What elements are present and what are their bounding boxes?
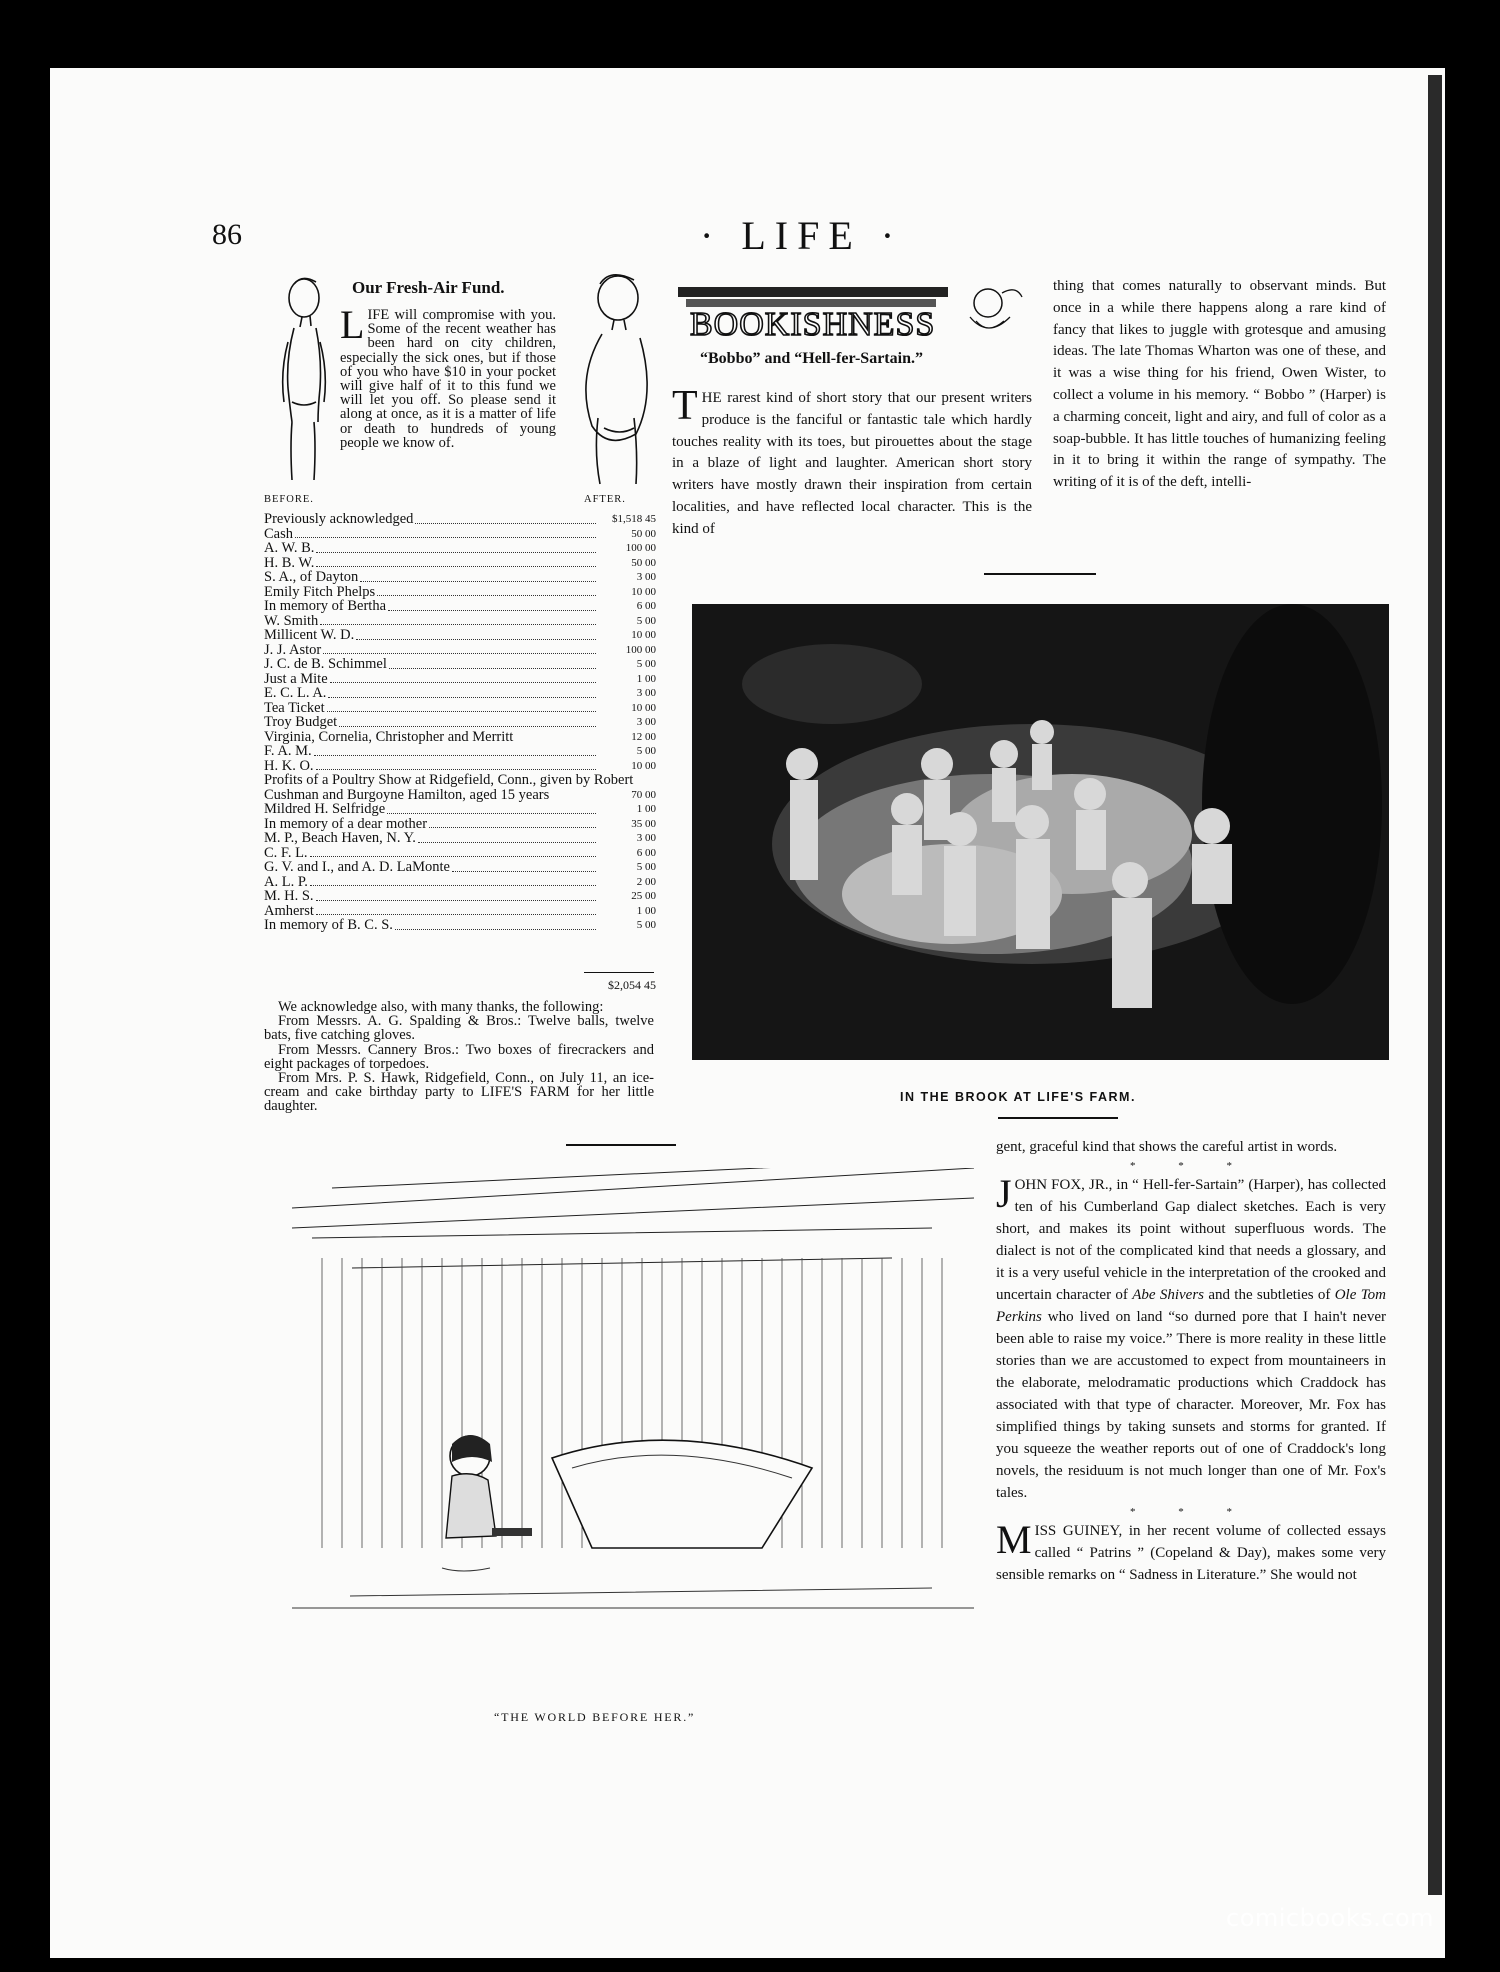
ledger-amount: 35 00: [631, 817, 656, 830]
world-before-her-drawing: [292, 1168, 974, 1624]
drop-cap-t: T: [672, 383, 698, 429]
leader-dots: [316, 914, 596, 915]
ledger-row: [264, 672, 656, 687]
ledger-contributor: In memory of Bertha: [264, 598, 387, 614]
ledger-contributor: Virginia, Cornelia, Christopher and Merritt: [264, 728, 514, 745]
ledger-row: [264, 686, 656, 701]
fox-character-tom: Ole Tom Perkins: [996, 1287, 1386, 1325]
ledger-row: [264, 556, 656, 571]
ack-paragraph: From Messrs. Cannery Bros.: Two boxes of firecrackers and eight packages of torpedoes.: [264, 1041, 654, 1072]
ledger-amount: $1,518 45: [612, 513, 656, 525]
fund-title: Our Fresh-Air Fund.: [352, 278, 505, 297]
ledger-contributor: Mildred H. Selfridge: [264, 801, 386, 817]
ledger-row: [264, 614, 656, 629]
leader-dots: [452, 871, 596, 872]
leader-dots: [295, 537, 596, 538]
ledger-contributor: A. L. P.: [264, 873, 308, 890]
ledger-contributor: F. A. M.: [264, 743, 312, 759]
ledger-amount: 3 00: [636, 687, 656, 699]
ledger-row: [264, 817, 656, 832]
drop-cap-m: M: [996, 1517, 1032, 1562]
ledger-amount: 3 00: [636, 571, 656, 583]
ledger-amount: 100 00: [625, 542, 656, 554]
page-number: 86: [212, 218, 242, 251]
ledger-amount: 3 00: [636, 832, 656, 844]
leader-dots: [377, 595, 596, 596]
ledger-amount: 25 00: [631, 890, 656, 902]
leader-dots: [328, 697, 596, 698]
ack-paragraph: We acknowledge also, with many thanks, the following:: [278, 999, 604, 1015]
ledger-contributor: C. F. L.: [264, 844, 308, 861]
section-stars: * * *: [1130, 1506, 1252, 1518]
ledger-amount: 100 00: [625, 643, 656, 656]
ledger-amount: 2 00: [636, 875, 656, 888]
photo-caption: IN THE BROOK AT LIFE'S FARM.: [900, 1090, 1136, 1104]
ledger-contributor: Just a Mite: [264, 670, 328, 687]
ledger-contributor: Previously acknowledged: [264, 511, 414, 527]
review-column-lower: [996, 1136, 1386, 1586]
ledger-amount: 1 00: [636, 904, 656, 917]
contributions-ledger: [264, 512, 656, 933]
ledger-amount: 5 00: [636, 861, 656, 873]
ledger-contributor: In memory of a dear mother: [264, 815, 428, 832]
drop-cap-j: J: [996, 1171, 1012, 1216]
before-label: BEFORE.: [264, 494, 314, 505]
ack-paragraph: From Messrs. A. G. Spalding & Bros.: Twelve balls, twelve bats, five catching gloves.: [264, 1013, 654, 1044]
ledger-amount: 5 00: [636, 658, 656, 670]
ledger-amount: 70 00: [631, 788, 656, 801]
ledger-row: [264, 512, 656, 527]
bookishness-heading-banner: [676, 277, 1026, 345]
review-paragraph-1-end: gent, graceful kind that shows the careful artist in words.: [996, 1139, 1338, 1155]
ledger-row: [264, 875, 656, 890]
ledger-total: $2,054 45: [608, 978, 656, 992]
ledger-contributor: In memory of B. C. S.: [264, 917, 393, 933]
acknowledgements: [264, 1000, 654, 1114]
ledger-row: [264, 759, 656, 774]
review-continued: thing that comes naturally to observant minds. But once in a while there happens along a rare kind of fancy that likes to juggle with grotesque and amusing ideas. The late Thomas Wharton was one of these, and it was a wise thing for his friend, Owen Wister, to collect a volume in his memory. “ Bobbo ” (Harper) is a charming conceit, light and airy, and full of color as a soap-bubble. It has little touches of humanizing feeling in it to bring it within the range of sympathy. The writing of it is of the deft, intelli-: [1053, 278, 1386, 491]
ledger-row: [264, 846, 656, 861]
site-watermark: comicbooks.com: [1226, 1904, 1435, 1932]
ledger-contributor: Amherst: [264, 902, 314, 919]
bookishness-heading: BOOKISHNESS: [690, 306, 936, 343]
ledger-row: [264, 570, 656, 585]
ledger-amount: 3 00: [636, 716, 656, 728]
drawing-caption: “THE WORLD BEFORE HER.”: [494, 1710, 696, 1724]
leader-dots: [316, 566, 596, 567]
leader-dots: [314, 755, 596, 756]
ledger-row: [264, 541, 656, 556]
leader-dots: [388, 610, 596, 611]
brook-photograph: [692, 604, 1389, 1060]
after-boy-illustration: [578, 268, 658, 490]
fox-review-lead: OHN FOX, JR., in “ Hell-fer-Sartain” (Harper), has collected ten of his Cumberland Gap dialect sketches. Each is very short, and makes its point without superfluous words. The dialect is not of the complicated kind that needs a glossary, and it is a very useful vehicle in the interpretation of the crooked and uncertain character of: [996, 1177, 1386, 1303]
before-boy-illustration: [264, 272, 344, 488]
leader-dots: [323, 653, 596, 654]
ledger-row: [264, 918, 656, 933]
ledger-contributor: Profits of a Poultry Show at Ridgefield, Conn., given by Robert Cushman and Burgoyne Hamilton, aged 15 years: [264, 772, 634, 803]
section-stars: * * *: [1130, 1160, 1252, 1172]
fox-character-abe: Abe Shivers: [1132, 1287, 1204, 1303]
leader-dots: [327, 711, 596, 712]
ledger-contributor: W. Smith: [264, 612, 319, 629]
ledger-row: [264, 730, 656, 745]
ledger-row: [264, 643, 656, 658]
ledger-contributor: M. P., Beach Haven, N. Y.: [264, 830, 416, 846]
review-paragraph-1: HE rarest kind of short story that our present writers produce is the fanciful or fantastic tale which hardly touches reality with its toes, but pirouettes about the stage in a blaze of light and laughter. American short story writers have mostly drawn their inspiration from certain localities, and have reflected local character. This is the kind of: [672, 390, 1032, 537]
leader-dots: [310, 856, 596, 857]
masthead: · LIFE ·: [700, 213, 904, 258]
ledger-contributor: S. A., of Dayton: [264, 569, 359, 585]
ledger-contributor: M. H. S.: [264, 888, 314, 904]
ledger-row: [264, 744, 656, 759]
ledger-row: [264, 831, 656, 846]
ledger-row: [264, 904, 656, 919]
ledger-amount: 50 00: [631, 556, 656, 569]
ledger-amount: 1 00: [636, 803, 656, 815]
leader-dots: [415, 523, 596, 524]
ledger-amount: 10 00: [631, 701, 656, 714]
leader-dots: [418, 842, 596, 843]
review-opening: [672, 383, 1032, 541]
drop-cap-l: L: [340, 302, 365, 347]
ledger-contributor: J. J. Astor: [264, 641, 322, 658]
book-spine: [1428, 75, 1442, 1895]
ledger-amount: 50 00: [631, 527, 656, 540]
ledger-amount: 1 00: [636, 672, 656, 685]
leader-dots: [387, 813, 596, 814]
ledger-row: [264, 599, 656, 614]
ledger-contributor: H. B. W.: [264, 554, 315, 571]
section-divider: [566, 1144, 676, 1146]
leader-dots: [316, 769, 596, 770]
ledger-amount: 5 00: [636, 919, 656, 931]
leader-dots: [356, 639, 596, 640]
ledger-contributor: E. C. L. A.: [264, 685, 327, 701]
photo-divider: [984, 573, 1096, 575]
ledger-row: [264, 701, 656, 716]
ledger-amount: 6 00: [636, 846, 656, 859]
ledger-contributor: Troy Budget: [264, 714, 338, 730]
ledger-contributor: A. W. B.: [264, 540, 315, 556]
leader-dots: [316, 900, 596, 901]
leader-dots: [395, 929, 596, 930]
ledger-amount: 10 00: [631, 759, 656, 772]
guiney-review: ISS GUINEY, in her recent volume of collected essays called “ Patrins ” (Copeland & Day), makes some very sensible remarks on “ Sadness in Literature.” She would not: [996, 1523, 1386, 1583]
ledger-contributor: Cash: [264, 525, 293, 542]
leader-dots: [389, 668, 596, 669]
after-label: AFTER.: [584, 494, 626, 505]
review-subtitle: “Bobbo” and “Hell-fer-Sartain.”: [700, 350, 923, 367]
fox-review-rest: who lived on land “so durned pore that I hain't never been able to raise my voice.” There is more reality in these little stories than we are accustomed to expect from mountaineers in the elaborate, melodramatic productions which Craddock has associated with that type of character. Moreover, Mr. Fox has simplified things by taking sunsets and storms for granted. If you squeeze the weather reports out of one of Craddock's long novels, the residuum is not much longer than one of Mr. Fox's tales.: [996, 1309, 1386, 1501]
ledger-row: [264, 585, 656, 600]
fox-review-mid: and the subtleties of: [1204, 1287, 1335, 1303]
ledger-contributor: Emily Fitch Phelps: [264, 583, 376, 600]
leader-dots: [320, 624, 596, 625]
ledger-amount: 5 00: [636, 745, 656, 757]
leader-dots: [316, 552, 596, 553]
ledger-amount: 12 00: [631, 730, 656, 743]
ledger-amount: 5 00: [636, 614, 656, 627]
ledger-amount: 10 00: [631, 629, 656, 641]
leader-dots: [330, 682, 596, 683]
leader-dots: [310, 885, 596, 886]
ledger-contributor: Tea Ticket: [264, 699, 325, 716]
ledger-row: [264, 715, 656, 730]
ledger-row: [264, 657, 656, 672]
ledger-row: [264, 889, 656, 904]
ledger-amount: 10 00: [631, 585, 656, 598]
leader-dots: [360, 581, 596, 582]
ledger-row: [264, 860, 656, 875]
leader-dots: [429, 827, 596, 828]
ledger-row: [264, 802, 656, 817]
total-rule: [584, 972, 654, 973]
fund-intro-body: IFE will compromise with you. Some of the recent weather has been hard on city children, especially the sick ones, but if those of you who have $10 in your pocket will give half of it to this fund we will let you off. So please send it along at once, as it is a matter of life or death to hundreds of young people we know of.: [340, 307, 556, 451]
ledger-contributor: Millicent W. D.: [264, 627, 355, 643]
ack-paragraph: From Mrs. P. S. Hawk, Ridgefield, Conn., on July 11, an ice-cream and cake birthday party to LIFE'S FARM for her little daughter.: [264, 1070, 654, 1115]
ledger-amount: 6 00: [636, 600, 656, 612]
caption-divider: [998, 1117, 1118, 1119]
fund-intro-text: [340, 302, 556, 451]
ledger-row: [264, 773, 656, 802]
leader-dots: [339, 726, 596, 727]
ledger-row: [264, 628, 656, 643]
ledger-contributor: G. V. and I., and A. D. LaMonte: [264, 859, 450, 875]
ledger-contributor: J. C. de B. Schimmel: [264, 656, 387, 672]
ledger-contributor: H. K. O.: [264, 757, 314, 774]
ledger-row: [264, 527, 656, 542]
